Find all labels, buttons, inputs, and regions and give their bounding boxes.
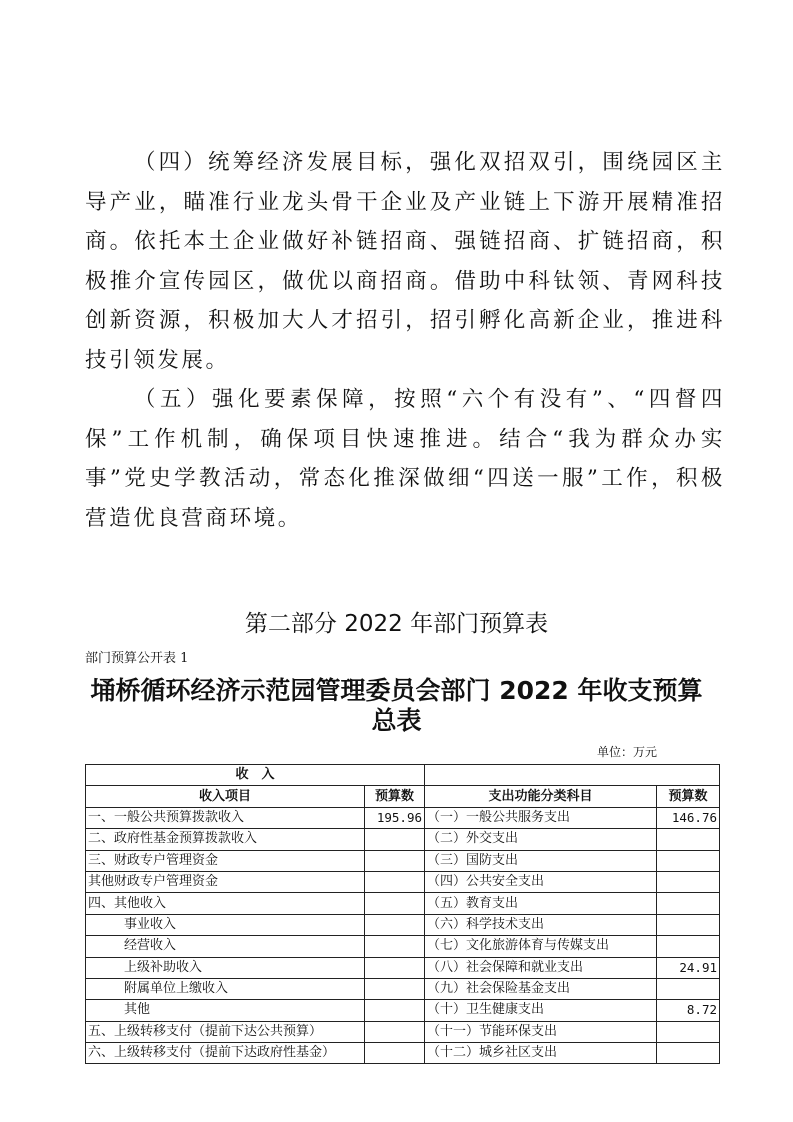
income-item: 其他 bbox=[86, 1000, 365, 1021]
income-item: 一、一般公共预算拨款收入 bbox=[86, 807, 365, 828]
table-group-header bbox=[86, 765, 720, 786]
income-item: 经营收入 bbox=[86, 936, 365, 957]
col-expense-amount: 预算数 bbox=[657, 786, 720, 807]
table-row bbox=[86, 871, 720, 892]
expense-amount bbox=[657, 850, 720, 871]
income-header: 收 入 bbox=[86, 765, 425, 786]
table-row bbox=[86, 829, 720, 850]
expense-item: （七）文化旅游体育与传媒支出 bbox=[425, 936, 657, 957]
expense-amount bbox=[657, 1043, 720, 1064]
income-amount bbox=[365, 957, 425, 978]
expense-item: （八）社会保障和就业支出 bbox=[425, 957, 657, 978]
expense-item: （五）教育支出 bbox=[425, 893, 657, 914]
income-amount bbox=[365, 1000, 425, 1021]
expense-amount bbox=[657, 829, 720, 850]
table-row bbox=[86, 893, 720, 914]
income-amount bbox=[365, 829, 425, 850]
expense-item: （二）外交支出 bbox=[425, 829, 657, 850]
income-amount bbox=[365, 1021, 425, 1042]
expense-amount: 24.91 bbox=[657, 957, 720, 978]
income-amount bbox=[365, 1043, 425, 1064]
income-item: 事业收入 bbox=[86, 914, 365, 935]
expense-item: （十）卫生健康支出 bbox=[425, 1000, 657, 1021]
income-amount bbox=[365, 914, 425, 935]
col-income-item: 收入项目 bbox=[86, 786, 365, 807]
expense-amount bbox=[657, 936, 720, 957]
income-amount bbox=[365, 978, 425, 999]
table-row bbox=[86, 978, 720, 999]
table-column-header bbox=[86, 786, 720, 807]
income-item: 二、政府性基金预算拨款收入 bbox=[86, 829, 365, 850]
table-row bbox=[86, 807, 720, 828]
table-row bbox=[86, 1021, 720, 1042]
expense-amount bbox=[657, 914, 720, 935]
expense-amount bbox=[657, 893, 720, 914]
income-item: 四、其他收入 bbox=[86, 893, 365, 914]
expense-amount bbox=[657, 1021, 720, 1042]
expense-item: （十二）城乡社区支出 bbox=[425, 1043, 657, 1064]
expense-amount bbox=[657, 978, 720, 999]
expense-item: （九）社会保险基金支出 bbox=[425, 978, 657, 999]
col-income-amount: 预算数 bbox=[365, 786, 425, 807]
paragraph-text: （四）统筹经济发展目标，强化双招双引，围绕园区主导产业，瞄准行业龙头骨干企业及产业链上下游开展精准招商。依托本土企业做好补链招商、强链招商、扩链招商，积极推介宣传园区，做优以商招商。借助中科钛领、青网科技创新资源，积极加大人才招引，招引孵化高新企业，推进科技引领发展。 bbox=[85, 150, 725, 373]
income-amount bbox=[365, 936, 425, 957]
expense-item: （四）公共安全支出 bbox=[425, 871, 657, 892]
budget-table bbox=[85, 764, 720, 1064]
paragraph-5 bbox=[85, 380, 725, 538]
income-amount bbox=[365, 871, 425, 892]
expense-header bbox=[425, 765, 720, 786]
col-expense-item: 支出功能分类科目 bbox=[425, 786, 657, 807]
expense-item: （三）国防支出 bbox=[425, 850, 657, 871]
table-title: 埇桥循环经济示范园管理委员会部门 2022 年收支预算总表 bbox=[90, 676, 703, 735]
expense-amount bbox=[657, 871, 720, 892]
expense-item: （一）一般公共服务支出 bbox=[425, 807, 657, 828]
paragraph-4 bbox=[85, 143, 725, 380]
table-row bbox=[86, 957, 720, 978]
expense-item: （十一）节能环保支出 bbox=[425, 1021, 657, 1042]
table-row bbox=[86, 914, 720, 935]
income-item: 五、上级转移支付（提前下达公共预算） bbox=[86, 1021, 365, 1042]
expense-item: （六）科学技术支出 bbox=[425, 914, 657, 935]
income-amount bbox=[365, 893, 425, 914]
income-amount bbox=[365, 850, 425, 871]
expense-amount: 8.72 bbox=[657, 1000, 720, 1021]
section-title: 第二部分 2022 年部门预算表 bbox=[244, 611, 549, 637]
income-item: 其他财政专户管理资金 bbox=[86, 871, 365, 892]
expense-amount: 146.76 bbox=[657, 807, 720, 828]
table-row bbox=[86, 1000, 720, 1021]
unit-label: 单位：万元 bbox=[597, 745, 658, 759]
table-row bbox=[86, 1043, 720, 1064]
income-item: 上级补助收入 bbox=[86, 957, 365, 978]
table-number: 部门预算公开表 1 bbox=[85, 651, 189, 666]
income-item: 六、上级转移支付（提前下达政府性基金） bbox=[86, 1043, 365, 1064]
income-item: 附属单位上缴收入 bbox=[86, 978, 365, 999]
income-item: 三、财政专户管理资金 bbox=[86, 850, 365, 871]
income-amount: 195.96 bbox=[365, 807, 425, 828]
paragraph-text: （五）强化要素保障，按照“六个有没有”、“四督四保”工作机制，确保项目快速推进。结合“我为群众办实事”党史学教活动，常态化推深做细“四送一服”工作，积极营造优良营商环境。 bbox=[85, 387, 725, 531]
table-row bbox=[86, 936, 720, 957]
table-row bbox=[86, 850, 720, 871]
